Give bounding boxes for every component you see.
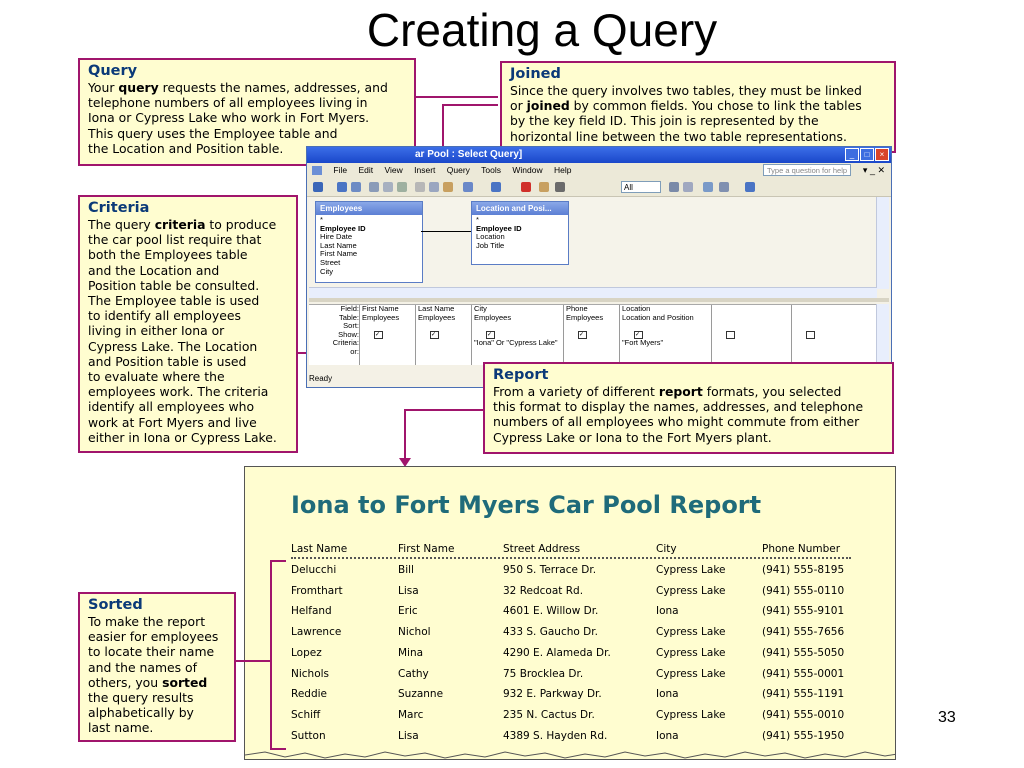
- connector-line: [236, 660, 272, 662]
- report-callout: [483, 362, 894, 454]
- connector-line: [412, 96, 498, 98]
- report-cell: 75 Brocklea Dr.: [503, 667, 584, 680]
- query-window: [306, 146, 892, 388]
- callout-term: query: [118, 80, 159, 95]
- grid-label: Show:: [338, 329, 359, 339]
- grid-field[interactable]: First Name: [362, 305, 399, 313]
- report-cell: 4389 S. Hayden Rd.: [503, 729, 608, 742]
- table-title: Location and Posi...: [472, 202, 568, 215]
- report-cell: (941) 555-1191: [762, 688, 845, 701]
- callout-text: horizontal line between the two table representations.: [510, 128, 847, 144]
- report-cell: 433 S. Gaucho Dr.: [503, 626, 598, 639]
- report-cell: 932 E. Parkway Dr.: [503, 688, 602, 701]
- report-cell: Mina: [398, 646, 424, 659]
- grid-column[interactable]: [711, 305, 791, 365]
- report-row: [291, 688, 851, 708]
- query-type-icon[interactable]: [491, 182, 501, 192]
- grid-label: Sort:: [343, 321, 359, 331]
- report-cell: Delucchi: [291, 564, 337, 576]
- callout-text: formats, you selected: [702, 384, 842, 399]
- callout-text: others, you: [88, 674, 163, 690]
- report-cell: 4601 E. Willow Dr.: [503, 605, 599, 618]
- callout-text: The query: [88, 217, 155, 232]
- table-pane-hscrollbar[interactable]: [309, 287, 877, 298]
- grid-column[interactable]: [619, 305, 711, 365]
- pane-splitter[interactable]: [309, 298, 889, 302]
- menu-controls[interactable]: ▾ _ ✕: [862, 165, 885, 175]
- callout-text: Position table be consulted.: [88, 277, 260, 293]
- undo-icon[interactable]: [463, 182, 473, 192]
- callout-text: telephone numbers of all employees living in: [88, 95, 368, 111]
- connector-line: [404, 409, 484, 411]
- callout-text: alphabetically by: [88, 705, 194, 721]
- connector-line: [442, 104, 498, 106]
- report-cell: Nichol: [398, 626, 431, 639]
- print-icon[interactable]: [369, 182, 379, 192]
- callout-text: Your: [88, 80, 119, 95]
- page-number: 33: [938, 709, 956, 726]
- menu-edit[interactable]: Edit: [358, 165, 374, 175]
- report-row: [291, 709, 851, 729]
- report-cell: (941) 555-7656: [762, 626, 845, 639]
- run-icon[interactable]: [521, 182, 531, 192]
- field-item[interactable]: Employee ID: [320, 223, 366, 233]
- preview-icon[interactable]: [383, 182, 393, 192]
- report-cell: Fromthart: [291, 584, 343, 597]
- callout-heading: Joined: [510, 66, 561, 82]
- report-cell: Schiff: [291, 708, 321, 721]
- menu-tools[interactable]: Tools: [481, 165, 501, 175]
- callout-text: identify all employees who: [88, 399, 255, 415]
- callout-text: this format to display the names, addresses, and telephone: [493, 399, 864, 415]
- build-icon[interactable]: [683, 182, 693, 192]
- sort-bracket: [270, 560, 272, 750]
- report-cell: Nichols: [291, 667, 330, 680]
- report-cell: 950 S. Terrace Dr.: [503, 564, 597, 576]
- report-cell: Cypress Lake: [656, 646, 726, 659]
- report-cell: Helfand: [291, 605, 332, 618]
- report-cell: Bill: [398, 564, 414, 576]
- view-icon[interactable]: [313, 182, 323, 192]
- report-cell: Eric: [398, 605, 418, 618]
- field-item[interactable]: *: [320, 215, 323, 224]
- menu-window[interactable]: Window: [512, 165, 543, 175]
- report-cell: Cypress Lake: [656, 584, 726, 597]
- report-cell: 4290 E. Alameda Dr.: [503, 646, 611, 659]
- show-checkbox[interactable]: ✓: [430, 331, 439, 339]
- spelling-icon[interactable]: [397, 182, 407, 192]
- grid-field[interactable]: Phone: [566, 305, 588, 313]
- report-cell: Cypress Lake: [656, 667, 726, 680]
- report-row: [291, 668, 851, 688]
- callout-text: Since the query involves two tables, they must be linked: [510, 83, 862, 98]
- callout-text: and Position table is used: [88, 353, 247, 369]
- callout-text: both the Employees table: [88, 247, 248, 263]
- callout-text: the car pool list require that: [88, 232, 262, 248]
- callout-text: requests the names, addresses, and: [158, 80, 388, 95]
- callout-text: employees work. The criteria: [88, 384, 269, 400]
- show-checkbox[interactable]: [726, 331, 735, 339]
- report-cell: 235 N. Cactus Dr.: [503, 708, 595, 721]
- report-cell: Lisa: [398, 729, 419, 742]
- menu-insert[interactable]: Insert: [414, 165, 436, 175]
- field-item[interactable]: City: [320, 266, 334, 276]
- callout-text: easier for employees: [88, 629, 219, 645]
- report-cell: (941) 555-0001: [762, 667, 845, 680]
- sorted-callout: [78, 592, 236, 742]
- report-header: Last Name: [291, 543, 348, 555]
- grid-scrollbar[interactable]: [876, 304, 889, 364]
- callout-text: and the Location and: [88, 262, 220, 278]
- report-cell: (941) 555-1950: [762, 729, 845, 742]
- report-cell: Iona: [656, 688, 679, 701]
- callout-text: to evaluate where the: [88, 369, 225, 385]
- callout-text: last name.: [88, 720, 154, 736]
- grid-column[interactable]: [415, 305, 471, 365]
- report-cell: (941) 555-0110: [762, 584, 845, 597]
- callout-text: To make the report: [88, 614, 206, 629]
- grid-table[interactable]: Location and Position: [622, 312, 694, 322]
- field-item[interactable]: First Name: [320, 249, 358, 259]
- app-icon: [312, 166, 322, 175]
- report-cell: Sutton: [291, 729, 326, 742]
- field-item[interactable]: Job Title: [476, 240, 505, 250]
- callout-text: the query results: [88, 690, 194, 706]
- callout-text: Cypress Lake. The Location: [88, 338, 258, 354]
- top-values-select[interactable]: All: [621, 181, 661, 193]
- callout-text: by the key field ID. This join is represented by the: [510, 113, 819, 129]
- callout-text: This query uses the Employee table and: [88, 125, 338, 141]
- report-cell: Iona: [656, 605, 679, 618]
- callout-text: numbers of all employees who might commute from either: [493, 414, 860, 430]
- join-line: [421, 231, 471, 232]
- grid-field[interactable]: Location: [622, 305, 651, 313]
- report-cell: (941) 555-8195: [762, 564, 845, 576]
- grid-column[interactable]: [563, 305, 619, 365]
- grid-criteria[interactable]: "Iona" Or "Cypress Lake": [474, 338, 558, 348]
- callout-term: criteria: [154, 217, 206, 232]
- help-search-input[interactable]: Type a question for help: [763, 164, 851, 176]
- menu-view[interactable]: View: [384, 165, 403, 175]
- report-row: [291, 605, 851, 625]
- show-checkbox[interactable]: [806, 331, 815, 339]
- help-icon[interactable]: [745, 182, 755, 192]
- callout-term: sorted: [162, 674, 208, 690]
- report-row: [291, 647, 851, 667]
- show-checkbox[interactable]: ✓: [578, 331, 587, 339]
- maximize-icon[interactable]: □: [860, 148, 874, 161]
- field-item[interactable]: Last Name: [320, 240, 357, 250]
- grid-label: or:: [350, 346, 359, 356]
- report-row: [291, 730, 851, 750]
- show-table-icon[interactable]: [539, 182, 549, 192]
- new-object-icon[interactable]: [719, 182, 729, 192]
- menu-bar: [307, 163, 891, 178]
- show-checkbox[interactable]: ✓: [634, 331, 643, 339]
- grid-column[interactable]: [791, 305, 877, 365]
- report-cell: Cypress Lake: [656, 708, 726, 721]
- callout-text: From a variety of different: [493, 384, 659, 399]
- car-pool-report: [244, 466, 896, 760]
- report-row: [291, 564, 851, 584]
- grid-label: Table:: [338, 312, 359, 322]
- callout-heading: Query: [88, 63, 138, 79]
- callout-heading: Sorted: [88, 597, 143, 613]
- window-controls: [845, 148, 889, 161]
- callout-text: living in either Iona or: [88, 323, 225, 339]
- report-header: First Name: [398, 543, 455, 555]
- criteria-callout: [78, 195, 298, 453]
- close-icon[interactable]: ×: [875, 148, 889, 161]
- field-item[interactable]: Employee ID: [476, 223, 522, 233]
- menu-query[interactable]: Query: [446, 165, 470, 175]
- status-bar: Ready: [309, 374, 333, 383]
- grid-field[interactable]: Last Name: [418, 305, 455, 313]
- callout-text: work at Fort Myers and live: [88, 414, 257, 430]
- copy-icon[interactable]: [429, 182, 439, 192]
- grid-table[interactable]: Employees: [362, 312, 400, 322]
- report-cell: 32 Redcoat Rd.: [503, 584, 584, 597]
- field-item[interactable]: Location: [476, 232, 505, 242]
- callout-text: Cypress Lake or Iona to the Fort Myers plant.: [493, 429, 772, 445]
- grid-label: Criteria:: [332, 338, 359, 348]
- menu-file[interactable]: File: [333, 165, 348, 175]
- grid-table[interactable]: Employees: [566, 312, 604, 322]
- location-table[interactable]: [471, 201, 569, 265]
- slide-title: Creating a Query: [366, 4, 718, 56]
- callout-text: by common fields. You chose to link the tables: [569, 98, 862, 114]
- report-cell: Cypress Lake: [656, 564, 726, 576]
- grid-table[interactable]: Employees: [418, 312, 456, 322]
- callout-text: the Location and Position table.: [88, 140, 284, 156]
- cut-icon[interactable]: [415, 182, 425, 192]
- report-cell: Cathy: [398, 667, 429, 680]
- field-item[interactable]: *: [476, 215, 479, 224]
- grid-row-labels: [309, 305, 359, 357]
- sort-bracket: [270, 748, 286, 750]
- report-cell: Lisa: [398, 584, 419, 597]
- field-item[interactable]: Hire Date: [320, 232, 353, 242]
- callout-heading: Criteria: [88, 200, 150, 216]
- callout-text: Iona or Cypress Lake who work in Fort Myers.: [88, 110, 370, 126]
- callout-text: to identify all employees: [88, 308, 241, 324]
- report-header: City: [656, 543, 677, 555]
- report-row: [291, 626, 851, 646]
- report-header: Street Address: [503, 543, 581, 555]
- report-header: Phone Number: [762, 543, 841, 555]
- report-cell: Iona: [656, 729, 679, 742]
- torn-edge: [245, 751, 896, 759]
- paste-icon[interactable]: [443, 182, 453, 192]
- report-cell: Reddie: [291, 688, 327, 701]
- report-cell: Marc: [398, 708, 424, 721]
- window-titlebar: ar Pool : Select Query]: [307, 147, 891, 163]
- callout-text: to locate their name: [88, 644, 215, 660]
- grid-table[interactable]: Employees: [474, 312, 512, 322]
- joined-callout: [500, 61, 896, 153]
- report-cell: (941) 555-5050: [762, 646, 845, 659]
- report-cell: Cypress Lake: [656, 626, 726, 639]
- toolbar: [307, 178, 891, 197]
- table-pane: [309, 197, 877, 287]
- report-cell: (941) 555-9101: [762, 605, 845, 618]
- table-pane-scrollbar[interactable]: [876, 197, 889, 289]
- callout-text: either in Iona or Cypress Lake.: [88, 429, 277, 445]
- connector-line: [404, 409, 406, 459]
- callout-text: or: [510, 98, 527, 114]
- callout-text: and the names of: [88, 659, 197, 675]
- table-title: Employees: [316, 202, 422, 215]
- design-grid: [309, 304, 877, 365]
- report-cell: (941) 555-0010: [762, 708, 845, 721]
- report-cell: Lopez: [291, 646, 322, 659]
- properties-icon[interactable]: [669, 182, 679, 192]
- grid-column[interactable]: [471, 305, 563, 365]
- grid-criteria[interactable]: "Fort Myers": [622, 338, 664, 348]
- report-cell: Lawrence: [291, 626, 342, 639]
- totals-icon[interactable]: [555, 182, 565, 192]
- minimize-icon[interactable]: _: [845, 148, 859, 161]
- search-icon[interactable]: [351, 182, 361, 192]
- sort-bracket: [270, 560, 286, 562]
- callout-text: to produce: [205, 217, 277, 232]
- callout-text: The Employee table is used: [88, 293, 260, 309]
- callout-term: joined: [526, 98, 570, 114]
- show-checkbox[interactable]: ✓: [374, 331, 383, 339]
- report-cell: Suzanne: [398, 688, 444, 701]
- employees-table[interactable]: [315, 201, 423, 283]
- grid-field[interactable]: City: [474, 305, 487, 313]
- show-checkbox[interactable]: ✓: [486, 331, 495, 339]
- field-item[interactable]: Street: [320, 257, 341, 267]
- database-window-icon[interactable]: [703, 182, 713, 192]
- grid-label: Field:: [340, 304, 359, 313]
- callout-heading: Report: [493, 367, 549, 383]
- callout-term: report: [658, 384, 703, 399]
- header-divider: [291, 557, 851, 561]
- menu-help[interactable]: Help: [553, 165, 572, 175]
- report-title: Iona to Fort Myers Car Pool Report: [291, 491, 762, 519]
- save-icon[interactable]: [337, 182, 347, 192]
- grid-column[interactable]: [359, 305, 415, 365]
- report-row: [291, 585, 851, 605]
